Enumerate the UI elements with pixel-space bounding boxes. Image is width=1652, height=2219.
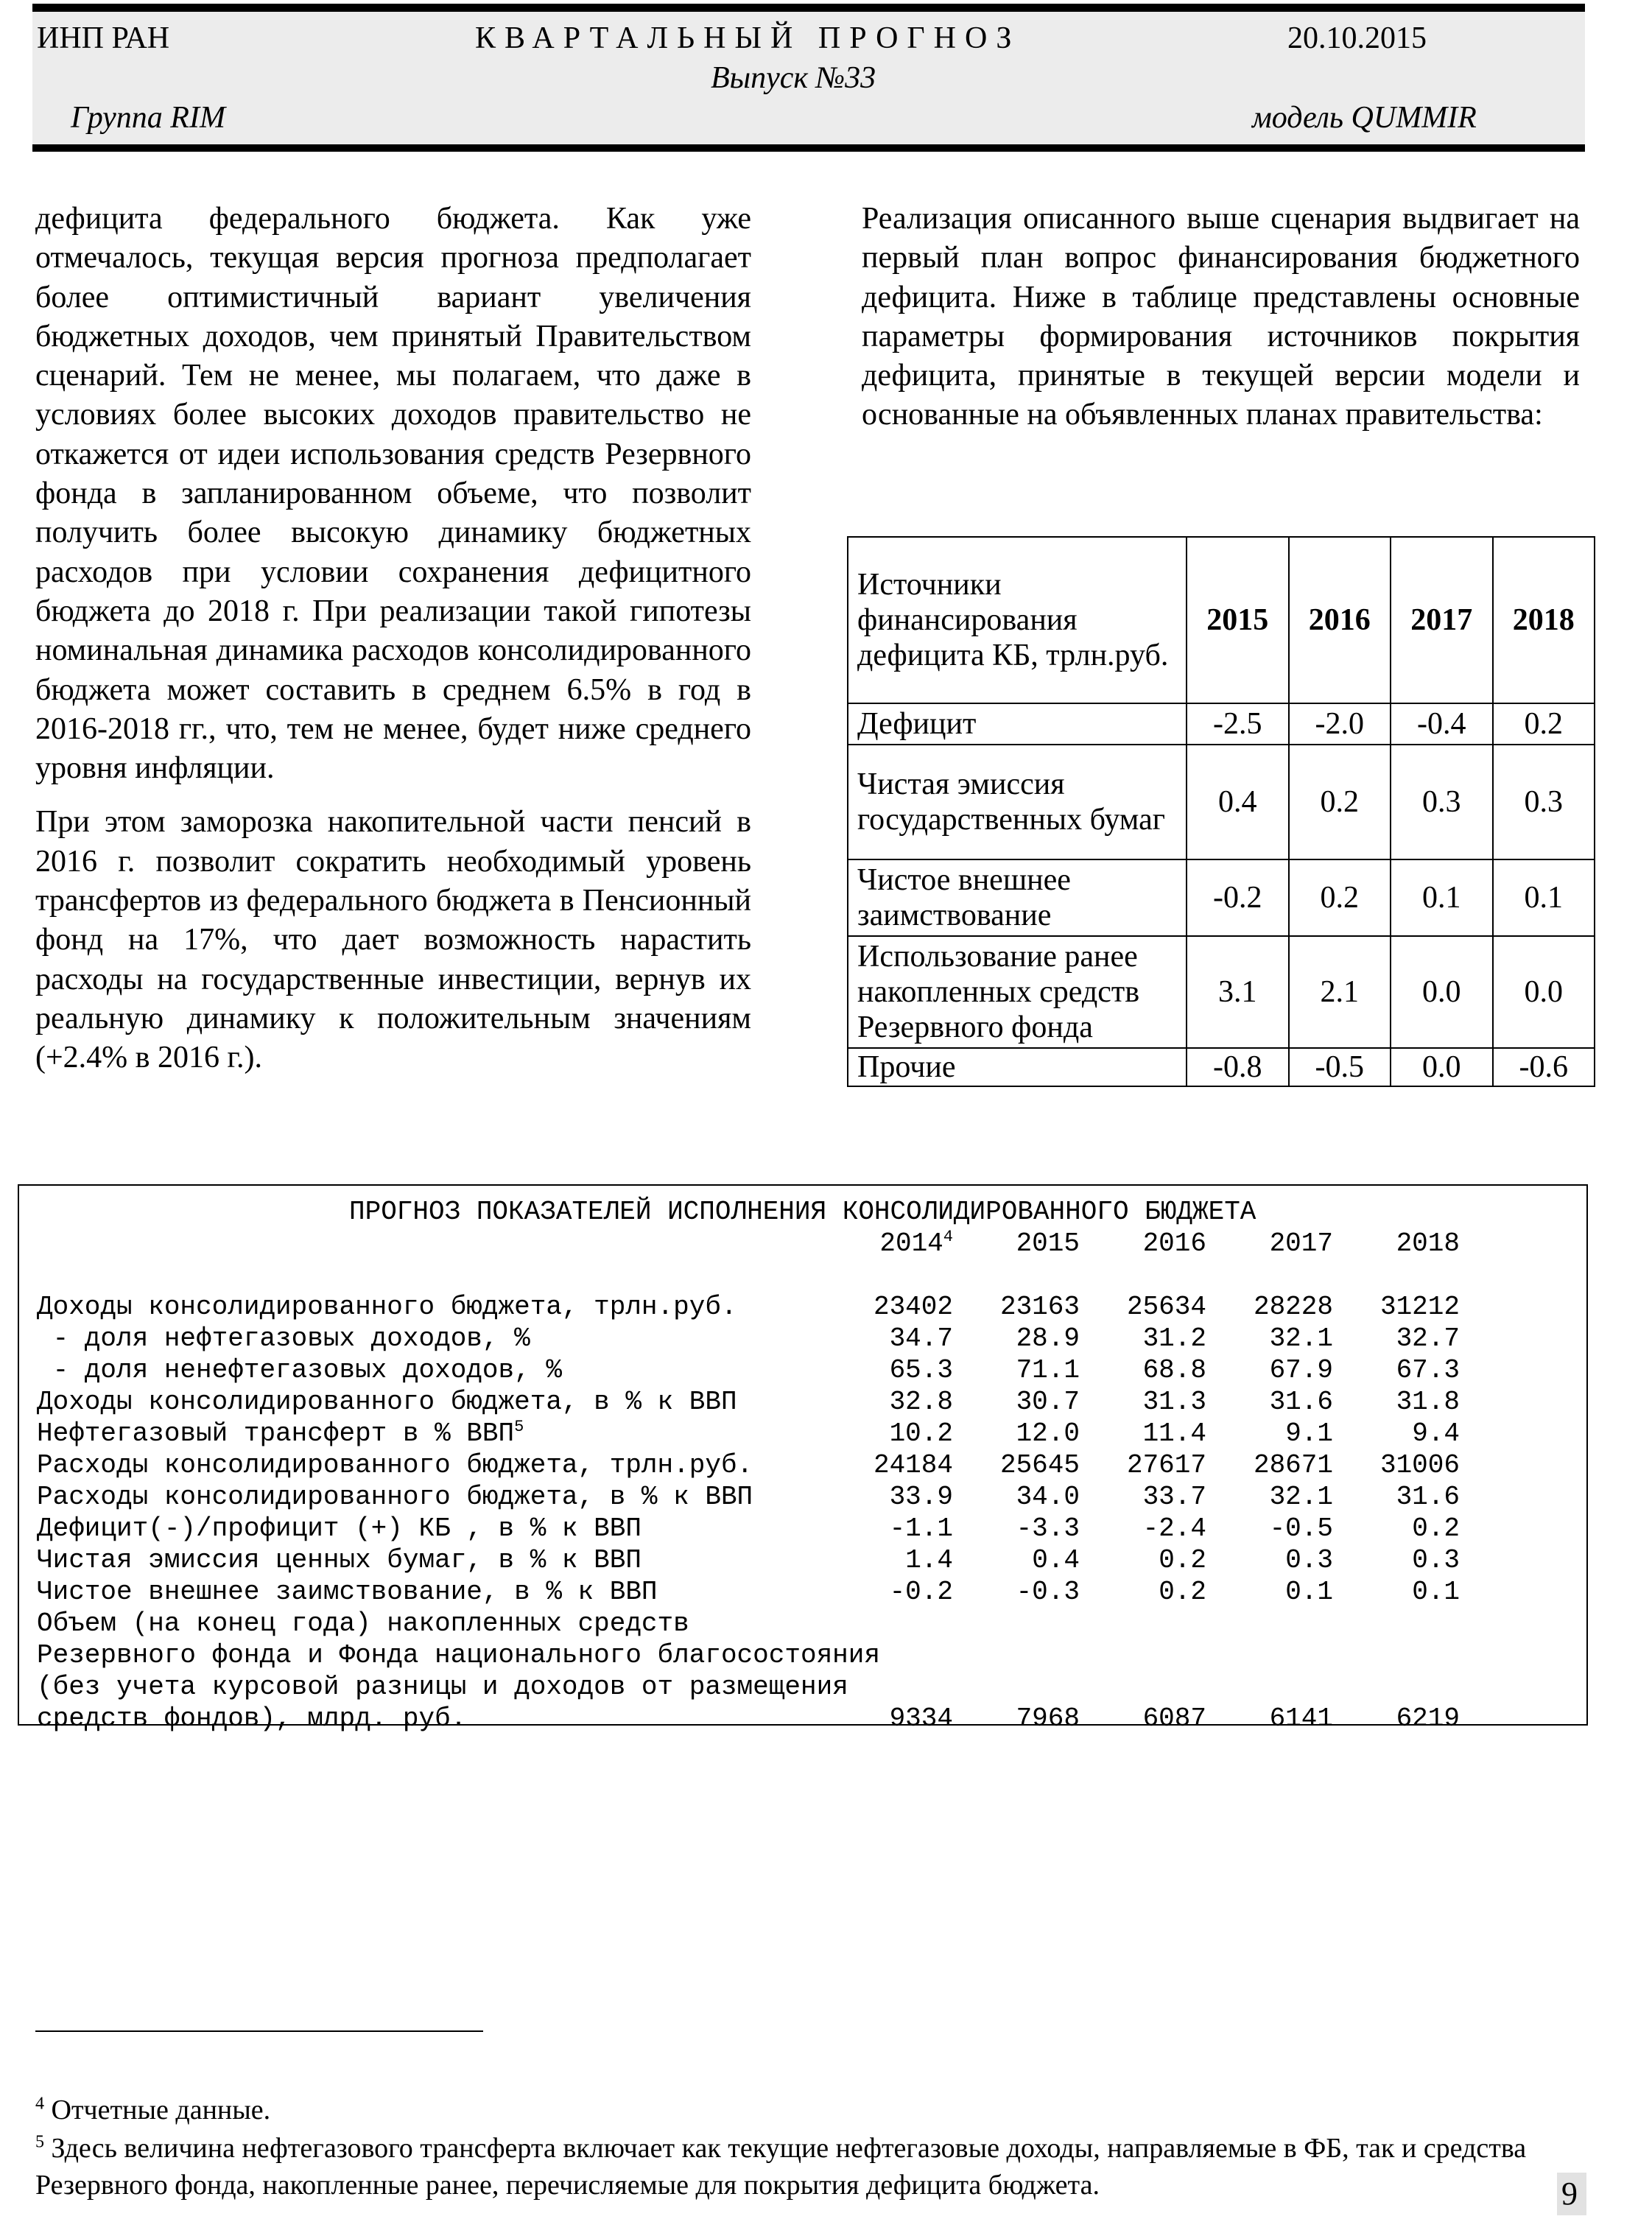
forecast-box — [18, 1184, 1588, 1734]
forecast-row-label — [37, 1291, 737, 1323]
financing-cell: 0.0 — [1391, 936, 1493, 1048]
forecast-cell: 34.7 — [889, 1323, 953, 1354]
footnote-text: Отчетные данные. — [51, 2095, 271, 2125]
forecast-cell: 68.8 — [1142, 1355, 1206, 1385]
forecast-cell: 33.9 — [889, 1482, 953, 1512]
forecast-cell: 25634 — [1126, 1292, 1206, 1322]
forecast-year-2014 — [835, 1228, 953, 1259]
forecast-fund-cell: 6141 — [1269, 1703, 1333, 1734]
financing-year: 2018 — [1493, 537, 1595, 703]
forecast-cell: -3.3 — [1016, 1513, 1080, 1544]
forecast-fund-cell: 6087 — [1142, 1703, 1206, 1734]
forecast-fund-label-line: Резервного фонда и Фонда национального благосостояния — [37, 1640, 880, 1670]
forecast-cell: 31212 — [1379, 1292, 1460, 1322]
forecast-year-label: 2014 — [879, 1228, 943, 1259]
left-paragraph-2: При этом заморозка накопительной части пенсий в 2016 г. позволит сократить необходимый уровень трансфертов из федерального бюджета в Пенсионный фонд на 17%, что дает возможность нарастить расходы на государственные инвестиции, вернув их реальную динамику к положительным значениям (+2.4% в 2016 г.). — [35, 805, 751, 1075]
forecast-row-label — [37, 1544, 642, 1576]
forecast-cell: 0.2 — [1412, 1513, 1460, 1544]
forecast-cell: 31006 — [1379, 1450, 1460, 1480]
forecast-cell: 0.3 — [1285, 1545, 1333, 1575]
financing-cell: -0.6 — [1493, 1048, 1595, 1086]
forecast-fund-cell: 9334 — [889, 1703, 953, 1734]
forecast-fund-cell: 6219 — [1396, 1703, 1460, 1734]
forecast-cell: 0.1 — [1285, 1577, 1333, 1607]
forecast-cell: 11.4 — [1142, 1418, 1206, 1449]
forecast-cell: 67.3 — [1396, 1355, 1460, 1385]
forecast-cell: -0.3 — [1016, 1577, 1080, 1607]
forecast-row-label — [37, 1481, 753, 1513]
financing-cell: 3.1 — [1187, 936, 1289, 1048]
forecast-cell: 71.1 — [1016, 1355, 1080, 1385]
forecast-cell: 0.3 — [1412, 1545, 1460, 1575]
forecast-row-label-text: Нефтегазовый трансферт в % ВВП — [37, 1418, 515, 1449]
header-group: Группа RIM — [71, 101, 225, 135]
forecast-cell: 10.2 — [889, 1418, 953, 1449]
financing-cell: 0.2 — [1289, 859, 1391, 936]
footnote-text: Здесь величина нефтегазового трансферта включает как текущие нефтегазовые доходы, направляемые в ФБ, так и средства Резервного фонда, накопленные ранее, перечисляемые для покрытия дефицита бюджета. — [35, 2133, 1527, 2201]
forecast-row-label-text: Чистое внешнее заимствование, в % к ВВП — [37, 1577, 658, 1607]
footnote-4 — [35, 2092, 1582, 2128]
left-column — [35, 200, 751, 1078]
forecast-cell: 0.1 — [1412, 1577, 1460, 1607]
financing-cell: 0.0 — [1391, 1048, 1493, 1086]
forecast-fund-label-line: средств фондов), млрд. руб. — [37, 1703, 467, 1734]
financing-row — [848, 703, 1595, 745]
financing-row-label: Чистое внешнее заимствование — [848, 859, 1187, 936]
forecast-cell: 9.1 — [1285, 1418, 1333, 1449]
forecast-cell: 33.7 — [1142, 1482, 1206, 1512]
header-date: 20.10.2015 — [1287, 21, 1427, 55]
footnote-mark: 4 — [35, 2094, 44, 2114]
financing-cell: 0.3 — [1493, 745, 1595, 859]
financing-row-label: Использование ранее накопленных средств Резервного фонда — [848, 936, 1187, 1048]
financing-cell: 0.4 — [1187, 745, 1289, 859]
forecast-cell: 31.2 — [1142, 1323, 1206, 1354]
financing-row-label: Дефицит — [848, 703, 1187, 745]
forecast-cell: -1.1 — [889, 1513, 953, 1544]
forecast-cell: 0.2 — [1159, 1577, 1206, 1607]
financing-cell: 0.1 — [1391, 859, 1493, 936]
forecast-cell: 32.1 — [1269, 1323, 1333, 1354]
financing-cell: -0.2 — [1187, 859, 1289, 936]
financing-year: 2017 — [1391, 537, 1493, 703]
forecast-cell: 0.2 — [1159, 1545, 1206, 1575]
forecast-cell: 32.7 — [1396, 1323, 1460, 1354]
right-paragraph-1: Реализация описанного выше сценария выдвигает на первый план вопрос финансирования бюджетного дефицита. Ниже в таблице представлены основные параметры формирования источников покрытия дефицита, принятые в текущей версии модели и основанные на объявленных планах правительства: — [862, 202, 1580, 432]
financing-cell: 0.1 — [1493, 859, 1595, 936]
header-model: модель QUMMIR — [1252, 101, 1477, 135]
forecast-cell: 31.6 — [1269, 1387, 1333, 1417]
forecast-cell: 67.9 — [1269, 1355, 1333, 1385]
forecast-row-label-text: Доходы консолидированного бюджета, в % к ВВП — [37, 1387, 737, 1417]
financing-cell: -0.5 — [1289, 1048, 1391, 1086]
forecast-row-label-text: - доля ненефтегазовых доходов, % — [37, 1355, 562, 1385]
forecast-year: 2016 — [1142, 1228, 1206, 1259]
forecast-row-label-text: Расходы консолидированного бюджета, трлн.руб. — [37, 1450, 753, 1480]
forecast-title: ПРОГНОЗ ПОКАЗАТЕЛЕЙ ИСПОЛНЕНИЯ КОНСОЛИДИРОВАННОГО БЮДЖЕТА — [349, 1197, 1256, 1227]
forecast-row-label — [37, 1576, 658, 1608]
footnote-mark: 5 — [35, 2132, 44, 2152]
financing-cell: 2.1 — [1289, 936, 1391, 1048]
header-bottom-rule — [32, 144, 1585, 152]
forecast-cell: 31.3 — [1142, 1387, 1206, 1417]
forecast-row-label — [37, 1386, 737, 1418]
right-column — [862, 200, 1580, 435]
financing-year: 2015 — [1187, 537, 1289, 703]
forecast-cell: 31.6 — [1396, 1482, 1460, 1512]
forecast-fund-label-line: Объем (на конец года) накопленных средств — [37, 1608, 689, 1639]
financing-header-row — [848, 537, 1595, 703]
forecast-cell: 1.4 — [905, 1545, 953, 1575]
financing-row — [848, 859, 1595, 936]
header-org: ИНП РАН — [37, 21, 170, 55]
forecast-cell: 34.0 — [1016, 1482, 1080, 1512]
financing-row — [848, 745, 1595, 859]
financing-row-label: Прочие — [848, 1048, 1187, 1086]
financing-row — [848, 936, 1595, 1048]
header-title: КВАРТАЛЬНЫЙ ПРОГНОЗ — [475, 21, 1021, 55]
forecast-cell: 31.8 — [1396, 1387, 1460, 1417]
financing-cell: 0.0 — [1493, 936, 1595, 1048]
forecast-fund-label-line: (без учета курсовой разницы и доходов от размещения — [37, 1672, 848, 1702]
forecast-year-footnote-mark: 4 — [943, 1228, 953, 1246]
forecast-row-label-text: - доля нефтегазовых доходов, % — [37, 1323, 530, 1354]
forecast-cell: 28228 — [1253, 1292, 1333, 1322]
forecast-row-label — [37, 1513, 642, 1544]
forecast-cell: 65.3 — [889, 1355, 953, 1385]
financing-cell: -2.5 — [1187, 703, 1289, 745]
financing-cell: -2.0 — [1289, 703, 1391, 745]
financing-table — [847, 536, 1595, 1087]
financing-cell: -0.4 — [1391, 703, 1493, 745]
forecast-cell: 28.9 — [1016, 1323, 1080, 1354]
left-paragraph-1: дефицита федерального бюджета. Как уже отмечалось, текущая версия прогноза предполагает более оптимистичный вариант увеличения бюджетных доходов, чем принятый Правительством сценарий. Тем не менее, мы полагаем, что даже в условиях более высоких доходов правительство не откажется от идеи использования средств Резервного фонда в запланированном объеме, что позволит получить более высокую динамику бюджетных расходов при условии сохранения дефицитного бюджета до 2018 г. При реализации такой гипотезы номинальная динамика расходов консолидированного бюджета может составить в среднем 6.5% в год в 2016-2018 гг., что, тем не менее, будет ниже среднего уровня инфляции. — [35, 202, 751, 786]
forecast-row-footnote-mark: 5 — [514, 1418, 524, 1436]
forecast-cell: 27617 — [1126, 1450, 1206, 1480]
footnote-rule — [35, 2030, 483, 2032]
forecast-row-label — [37, 1418, 524, 1449]
header-top-rule — [32, 4, 1585, 12]
header-issue: Выпуск №33 — [711, 61, 876, 95]
forecast-cell: 23163 — [999, 1292, 1080, 1322]
forecast-year: 2017 — [1269, 1228, 1333, 1259]
forecast-row-label-text: Расходы консолидированного бюджета, в % к ВВП — [37, 1482, 753, 1512]
page-number: 9 — [1561, 2176, 1578, 2212]
forecast-cell: 23402 — [873, 1292, 953, 1322]
financing-cell: 0.2 — [1289, 745, 1391, 859]
forecast-cell: 12.0 — [1016, 1418, 1080, 1449]
forecast-cell: -2.4 — [1142, 1513, 1206, 1544]
forecast-row-label-text: Чистая эмиссия ценных бумаг, в % к ВВП — [37, 1545, 642, 1575]
forecast-cell: 9.4 — [1412, 1418, 1460, 1449]
financing-row — [848, 1048, 1595, 1086]
forecast-cell: 32.1 — [1269, 1482, 1333, 1512]
forecast-cell: 25645 — [999, 1450, 1080, 1480]
financing-cell: 0.3 — [1391, 745, 1493, 859]
forecast-row-label-text: Доходы консолидированного бюджета, трлн.руб. — [37, 1292, 737, 1322]
forecast-cell: -0.5 — [1269, 1513, 1333, 1544]
financing-row-label: Чистая эмиссия государственных бумаг — [848, 745, 1187, 859]
forecast-row-label — [37, 1449, 753, 1481]
forecast-year: 2018 — [1396, 1228, 1460, 1259]
footnote-5 — [35, 2130, 1582, 2204]
financing-cell: 0.2 — [1493, 703, 1595, 745]
forecast-cell: 28671 — [1253, 1450, 1333, 1480]
forecast-row-label — [37, 1354, 562, 1386]
forecast-row-label — [37, 1323, 530, 1354]
forecast-cell: 30.7 — [1016, 1387, 1080, 1417]
forecast-cell: -0.2 — [889, 1577, 953, 1607]
financing-cell: -0.8 — [1187, 1048, 1289, 1086]
forecast-year: 2015 — [1016, 1228, 1080, 1259]
forecast-cell: 0.4 — [1032, 1545, 1080, 1575]
forecast-cell: 32.8 — [889, 1387, 953, 1417]
forecast-fund-cell: 7968 — [1016, 1703, 1080, 1734]
forecast-cell: 24184 — [873, 1450, 953, 1480]
financing-header-label: Источники финансирования дефицита КБ, трлн.руб. — [848, 537, 1187, 703]
financing-year: 2016 — [1289, 537, 1391, 703]
forecast-row-label-text: Дефицит(-)/профицит (+) КБ , в % к ВВП — [37, 1513, 642, 1544]
